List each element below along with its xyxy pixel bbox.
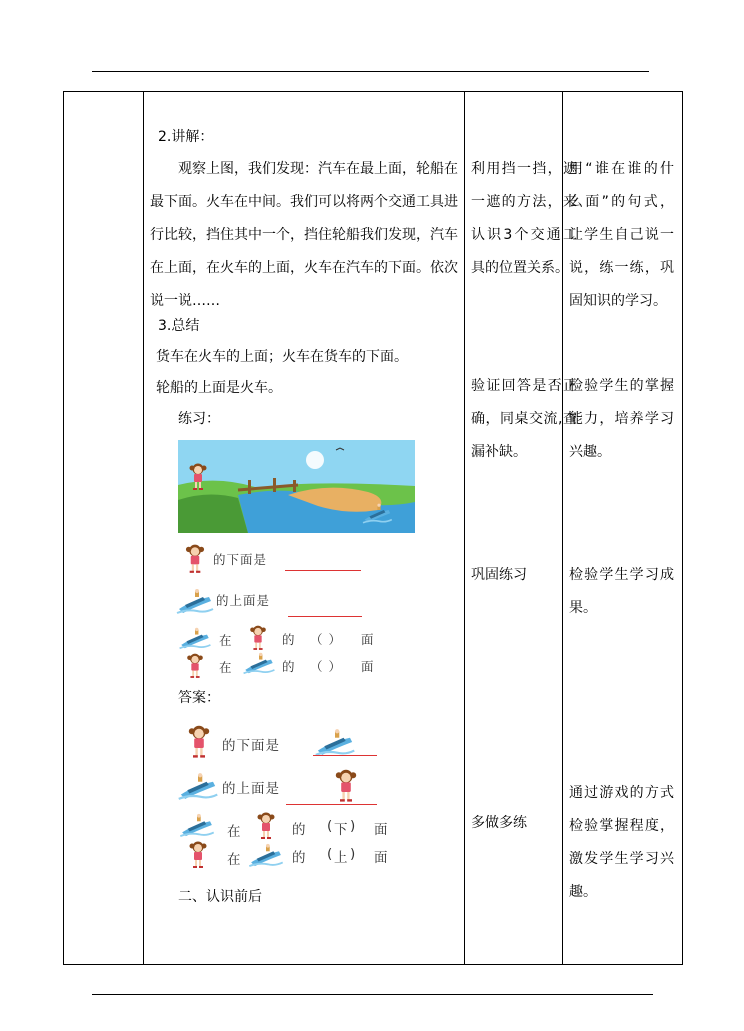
girl-icon [184, 652, 206, 680]
answer-2-text: 的上面是 [222, 781, 280, 797]
section3-title: 3.总结 [158, 318, 200, 334]
boat-icon [178, 626, 212, 650]
method-3: 巩固练习 [471, 567, 527, 583]
practice-q4-blank: （ ） [310, 659, 342, 674]
landscape-illustration [178, 440, 415, 533]
practice-q2-text: 的上面是 [216, 593, 271, 608]
purpose-2: 检验学生的掌握能力，培养学习兴趣。 [569, 378, 674, 460]
girl-icon [182, 543, 208, 575]
answer-2-line [286, 804, 377, 805]
practice-label: 练习： [178, 411, 220, 427]
answer-4-mian: 面 [374, 850, 389, 866]
practice-q1-answer-line [285, 570, 361, 571]
method-2: 验证回答是否正确，同桌交流,查漏补缺。 [471, 378, 577, 460]
practice-q3-zai: 在 [219, 633, 233, 648]
answer-3-value: 下 [334, 822, 349, 838]
summary-line-2: 轮船的上面是火车。 [156, 380, 282, 396]
practice-q3-blank: （ ） [310, 632, 342, 647]
boat-icon [176, 771, 220, 801]
purpose-3: 检验学生学习成果。 [569, 567, 674, 616]
answer-1-text: 的下面是 [222, 738, 280, 754]
footer-rule [92, 994, 653, 995]
boat-icon [248, 842, 284, 868]
answer-4-bracket-close: ) [350, 846, 357, 862]
answer-4-zai: 在 [227, 852, 242, 868]
purpose-4: 通过游戏的方式检验掌握程度，激发学生学习兴趣。 [569, 785, 674, 900]
practice-q3-mian: 面 [361, 632, 375, 647]
boat-icon [313, 727, 357, 757]
summary-line-1: 货车在火车的上面；火车在货车的下面。 [156, 349, 408, 365]
practice-q4-zai: 在 [219, 660, 233, 675]
girl-icon [330, 768, 362, 804]
method-4: 多做多练 [471, 815, 527, 831]
answer-4-de: 的 [292, 850, 307, 866]
answer-3-bracket-open: ( [327, 818, 334, 834]
purpose-1: 用“谁在谁的什么面”的句式，让学生自己说一说，练一练，巩固知识的学习。 [569, 161, 674, 309]
column-divider-2 [464, 92, 465, 964]
practice-q3-de: 的 [282, 632, 296, 647]
practice-q4-mian: 面 [361, 659, 375, 674]
answer-4-value: 上 [334, 850, 349, 866]
boat-icon [180, 812, 214, 838]
section2-title: 2.讲解： [158, 129, 214, 145]
answer-4-bracket-open: ( [327, 846, 334, 862]
answer-label: 答案： [178, 690, 220, 706]
answer-1-line [313, 755, 377, 756]
section2-body: 观察上图，我们发现：汽车在最上面，轮船在最下面。火车在中间。我们可以将两个交通工具进行比较，挡住其中一个，挡住轮船我们发现，汽车在上面，在火车的上面，火车在汽车的下面。依次说一说…… [150, 161, 458, 309]
boat-icon [243, 651, 275, 675]
practice-q2-answer-line [288, 616, 362, 617]
method-1: 利用挡一挡，遮一遮的方法，来认识3个交通工具的位置关系。 [471, 161, 577, 276]
boat-icon [176, 587, 214, 615]
header-rule [92, 71, 649, 72]
girl-icon [186, 840, 210, 870]
girl-icon [254, 811, 278, 841]
answer-3-zai: 在 [227, 824, 242, 840]
column-divider-1 [143, 92, 144, 964]
girl-icon [247, 624, 269, 652]
practice-q1-text: 的下面是 [213, 552, 268, 567]
answer-3-mian: 面 [374, 822, 389, 838]
practice-q4-de: 的 [282, 659, 296, 674]
next-section-title: 二、认识前后 [178, 889, 262, 905]
answer-3-de: 的 [292, 822, 307, 838]
girl-icon [184, 724, 214, 760]
answer-3-bracket-close: ) [350, 818, 357, 834]
